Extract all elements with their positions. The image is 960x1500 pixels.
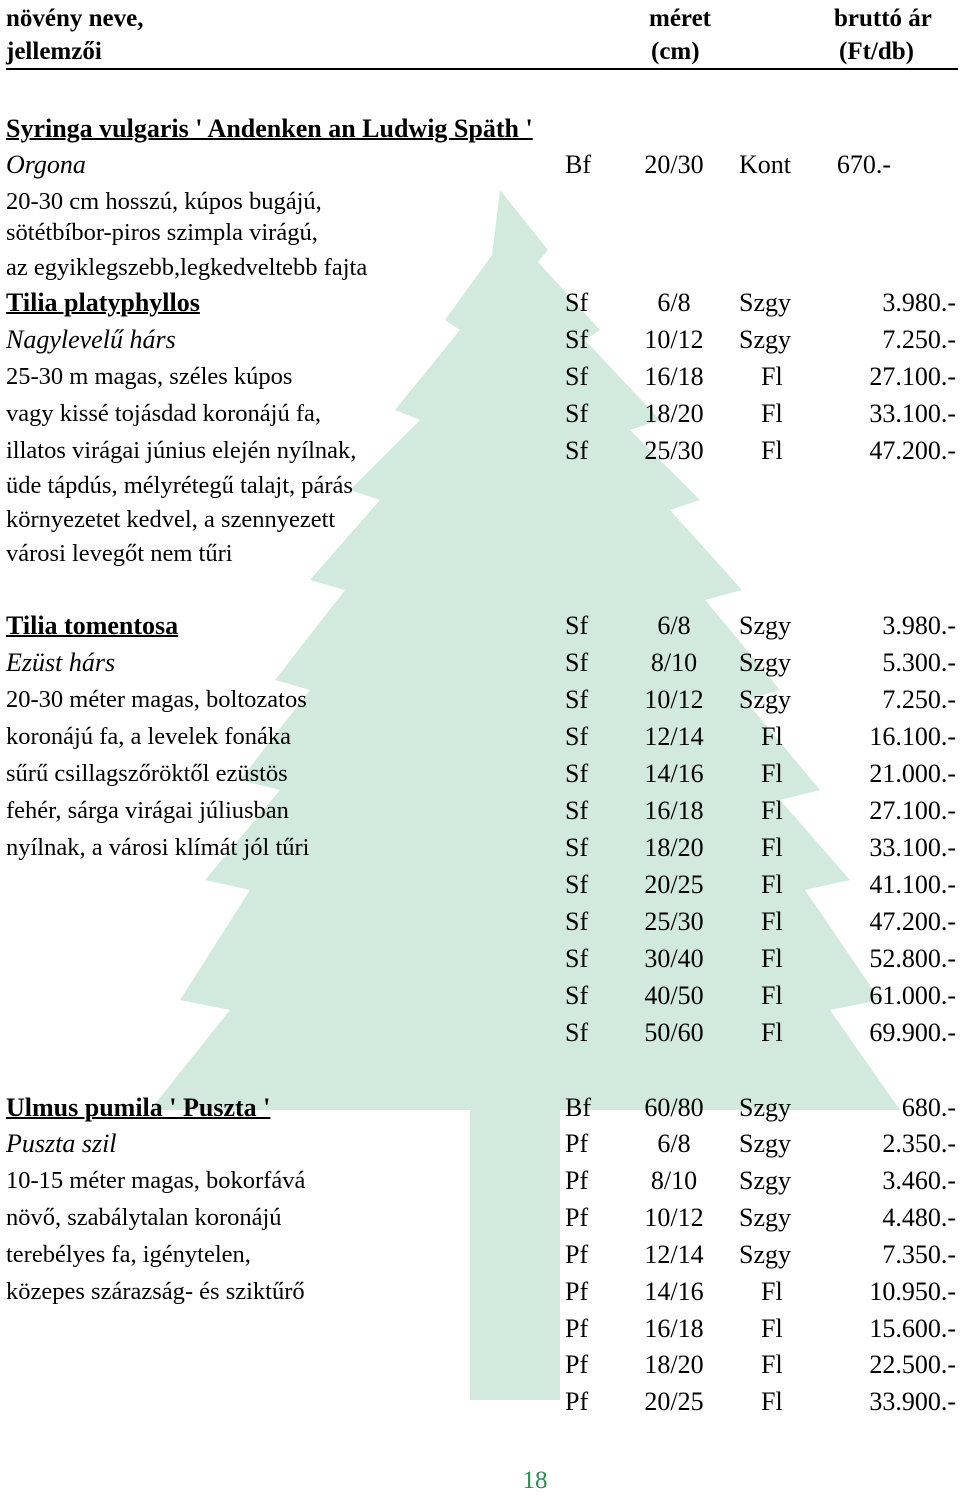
table-row — [6, 1236, 956, 1273]
pack-cell: Szgy — [739, 1240, 791, 1269]
description-text: 20-30 méter magas, boltozatos — [6, 686, 307, 713]
price-cell: 7.250.- — [882, 685, 956, 714]
description-text: vagy kissé tojásdad koronájú fa, — [6, 400, 322, 427]
price-cell: 5.300.- — [882, 648, 956, 677]
table-row — [6, 1162, 956, 1199]
plant-name: Ulmus pumila ' Puszta ' — [6, 1093, 271, 1122]
form-cell: Pf — [565, 1314, 589, 1343]
size-cell: 6/8 — [657, 611, 691, 640]
price-cell: 15.600.- — [869, 1314, 956, 1343]
price-cell: 7.350.- — [882, 1240, 956, 1269]
pack-cell: Szgy — [739, 1166, 791, 1195]
price-cell: 670.- — [836, 150, 891, 179]
price-cell: 41.100.- — [869, 870, 956, 899]
form-cell: Sf — [565, 870, 589, 899]
form-cell: Sf — [565, 722, 589, 751]
price-cell: 33.100.- — [869, 399, 956, 428]
table-row — [6, 395, 956, 432]
pack-cell: Fl — [761, 944, 783, 973]
form-cell: Sf — [565, 436, 589, 465]
size-cell: 18/20 — [644, 1350, 704, 1379]
pack-cell: Fl — [761, 1387, 783, 1416]
table-row — [6, 146, 956, 183]
pack-cell: Fl — [761, 870, 783, 899]
form-cell: Pf — [565, 1277, 589, 1306]
table-row — [6, 903, 956, 940]
price-cell: 21.000.- — [869, 759, 956, 788]
price-cell: 4.480.- — [882, 1203, 956, 1232]
description-line — [6, 214, 956, 251]
table-row — [6, 644, 956, 681]
plant-name-row — [6, 110, 956, 147]
description-line — [6, 249, 956, 286]
table-row — [6, 1273, 956, 1310]
form-cell: Bf — [565, 150, 591, 179]
pack-cell: Szgy — [739, 611, 791, 640]
form-cell: Pf — [565, 1387, 589, 1416]
table-row — [6, 718, 956, 755]
description-text: 25-30 m magas, széles kúpos — [6, 363, 293, 390]
size-cell: 20/30 — [644, 150, 704, 179]
form-cell: Pf — [565, 1166, 589, 1195]
size-cell: 16/18 — [644, 1314, 704, 1343]
pack-cell: Fl — [761, 981, 783, 1010]
price-cell: 27.100.- — [869, 362, 956, 391]
page-number: 18 — [522, 1467, 548, 1494]
price-cell: 3.460.- — [882, 1166, 956, 1195]
table-row — [6, 1383, 956, 1420]
header-gross-price: bruttó ár — [834, 5, 932, 32]
table-row — [6, 284, 956, 321]
form-cell: Sf — [565, 648, 589, 677]
price-cell: 33.100.- — [869, 833, 956, 862]
table-row — [6, 940, 956, 977]
description-line — [6, 467, 956, 504]
pack-cell: Szgy — [739, 1093, 791, 1122]
description-text: növő, szabálytalan koronájú — [6, 1204, 282, 1231]
pack-cell: Fl — [761, 1350, 783, 1379]
table-row — [6, 681, 956, 718]
size-cell: 16/18 — [644, 362, 704, 391]
pack-cell: Szgy — [739, 288, 791, 317]
description-text: illatos virágai június elején nyílnak, — [6, 437, 357, 464]
price-cell: 3.980.- — [882, 611, 956, 640]
price-cell: 3.980.- — [882, 288, 956, 317]
size-cell: 50/60 — [644, 1018, 704, 1047]
size-cell: 6/8 — [657, 1129, 691, 1158]
table-header — [6, 2, 958, 70]
header-plant-name: növény neve, — [6, 5, 144, 32]
description-text: környezetet kedvel, a szennyezett — [6, 506, 336, 533]
pack-cell: Fl — [761, 1277, 783, 1306]
price-cell: 33.900.- — [869, 1387, 956, 1416]
size-cell: 25/30 — [644, 907, 704, 936]
size-cell: 10/12 — [644, 325, 704, 354]
description-line — [6, 535, 956, 572]
form-cell: Bf — [565, 1093, 591, 1122]
table-row — [6, 1310, 956, 1347]
pack-cell: Fl — [761, 759, 783, 788]
size-cell: 60/80 — [644, 1093, 704, 1122]
header-size-unit: (cm) — [651, 38, 700, 65]
pack-cell: Szgy — [739, 1129, 791, 1158]
pack-cell: Fl — [761, 907, 783, 936]
table-row — [6, 1346, 956, 1383]
description-text: üde tápdús, mélyrétegű talajt, párás — [6, 472, 353, 499]
pack-cell: Szgy — [739, 648, 791, 677]
header-price-unit: (Ft/db) — [839, 38, 914, 65]
form-cell: Pf — [565, 1129, 589, 1158]
plant-name: Tilia tomentosa — [6, 611, 179, 640]
table-row — [6, 1014, 956, 1051]
size-cell: 14/16 — [644, 759, 704, 788]
form-cell: Sf — [565, 833, 589, 862]
pack-cell: Szgy — [739, 1203, 791, 1232]
pack-cell: Fl — [761, 722, 783, 751]
size-cell: 14/16 — [644, 1277, 704, 1306]
table-row — [6, 358, 956, 395]
description-line — [6, 501, 956, 538]
price-cell: 47.200.- — [869, 436, 956, 465]
form-cell: Sf — [565, 399, 589, 428]
form-cell: Sf — [565, 1018, 589, 1047]
size-cell: 8/10 — [650, 648, 698, 677]
form-cell: Sf — [565, 759, 589, 788]
pack-cell: Fl — [761, 1314, 783, 1343]
common-name: Orgona — [6, 150, 86, 179]
table-row — [6, 607, 956, 644]
plant-name: Syringa vulgaris ' Andenken an Ludwig Späth ' — [6, 114, 533, 143]
description-text: az egyiklegszebb,legkedveltebb fajta — [6, 254, 368, 281]
table-row — [6, 866, 956, 903]
size-cell: 18/20 — [644, 399, 704, 428]
form-cell: Sf — [565, 288, 589, 317]
price-cell: 680.- — [901, 1093, 956, 1122]
description-text: 10-15 méter magas, bokorfává — [6, 1167, 306, 1194]
pack-cell: Szgy — [739, 685, 791, 714]
size-cell: 12/14 — [644, 1240, 704, 1269]
price-cell: 2.350.- — [882, 1129, 956, 1158]
price-cell: 52.800.- — [869, 944, 956, 973]
form-cell: Sf — [565, 796, 589, 825]
description-text: nyílnak, a városi klímát jól tűri — [6, 834, 310, 861]
pack-cell: Fl — [761, 796, 783, 825]
price-cell: 47.200.- — [869, 907, 956, 936]
size-cell: 6/8 — [657, 288, 691, 317]
table-row — [6, 755, 956, 792]
form-cell: Sf — [565, 907, 589, 936]
size-cell: 20/25 — [644, 1387, 704, 1416]
form-cell: Sf — [565, 611, 589, 640]
pack-cell: Szgy — [739, 325, 791, 354]
pack-cell: Kont — [739, 150, 791, 179]
price-cell: 7.250.- — [882, 325, 956, 354]
table-row — [6, 1125, 956, 1162]
price-cell: 16.100.- — [869, 722, 956, 751]
description-text: városi levegőt nem tűri — [6, 540, 233, 567]
table-row — [6, 432, 956, 469]
pack-cell: Fl — [761, 399, 783, 428]
header-size: méret — [649, 5, 711, 32]
plant-name: Tilia platyphyllos — [6, 288, 200, 317]
form-cell: Sf — [565, 362, 589, 391]
form-cell: Sf — [565, 325, 589, 354]
size-cell: 10/12 — [644, 1203, 704, 1232]
form-cell: Sf — [565, 944, 589, 973]
price-cell: 27.100.- — [869, 796, 956, 825]
common-name: Nagylevelű hárs — [6, 325, 176, 354]
size-cell: 20/25 — [644, 870, 704, 899]
table-row — [6, 1199, 956, 1236]
description-text: fehér, sárga virágai júliusban — [6, 797, 289, 824]
table-row — [6, 977, 956, 1014]
description-text: közepes szárazság- és sziktűrő — [6, 1278, 305, 1305]
size-cell: 8/10 — [650, 1166, 698, 1195]
price-cell: 10.950.- — [869, 1277, 956, 1306]
size-cell: 16/18 — [644, 796, 704, 825]
description-text: terebélyes fa, igénytelen, — [6, 1241, 251, 1268]
pack-cell: Fl — [761, 1018, 783, 1047]
table-row — [6, 792, 956, 829]
form-cell: Pf — [565, 1240, 589, 1269]
price-cell: 69.900.- — [869, 1018, 956, 1047]
description-text: sötétbíbor-piros szimpla virágú, — [6, 219, 318, 246]
form-cell: Sf — [565, 685, 589, 714]
table-row — [6, 1089, 956, 1126]
description-text: koronájú fa, a levelek fonáka — [6, 723, 292, 750]
size-cell: 30/40 — [644, 944, 704, 973]
size-cell: 40/50 — [644, 981, 704, 1010]
size-cell: 25/30 — [644, 436, 704, 465]
description-text: sűrű csillagszőröktől ezüstös — [6, 760, 288, 787]
size-cell: 10/12 — [644, 685, 704, 714]
pack-cell: Fl — [761, 362, 783, 391]
table-row — [6, 321, 956, 358]
common-name: Puszta szil — [6, 1129, 117, 1158]
size-cell: 12/14 — [644, 722, 704, 751]
pack-cell: Fl — [761, 436, 783, 465]
price-cell: 61.000.- — [869, 981, 956, 1010]
size-cell: 18/20 — [644, 833, 704, 862]
description-text: 20-30 cm hosszú, kúpos bugájú, — [6, 188, 322, 215]
header-plant-traits: jellemzői — [6, 38, 102, 65]
pack-cell: Fl — [761, 833, 783, 862]
price-cell: 22.500.- — [869, 1350, 956, 1379]
form-cell: Pf — [565, 1350, 589, 1379]
form-cell: Pf — [565, 1203, 589, 1232]
common-name: Ezüst hárs — [6, 648, 116, 677]
form-cell: Sf — [565, 981, 589, 1010]
table-row — [6, 829, 956, 866]
